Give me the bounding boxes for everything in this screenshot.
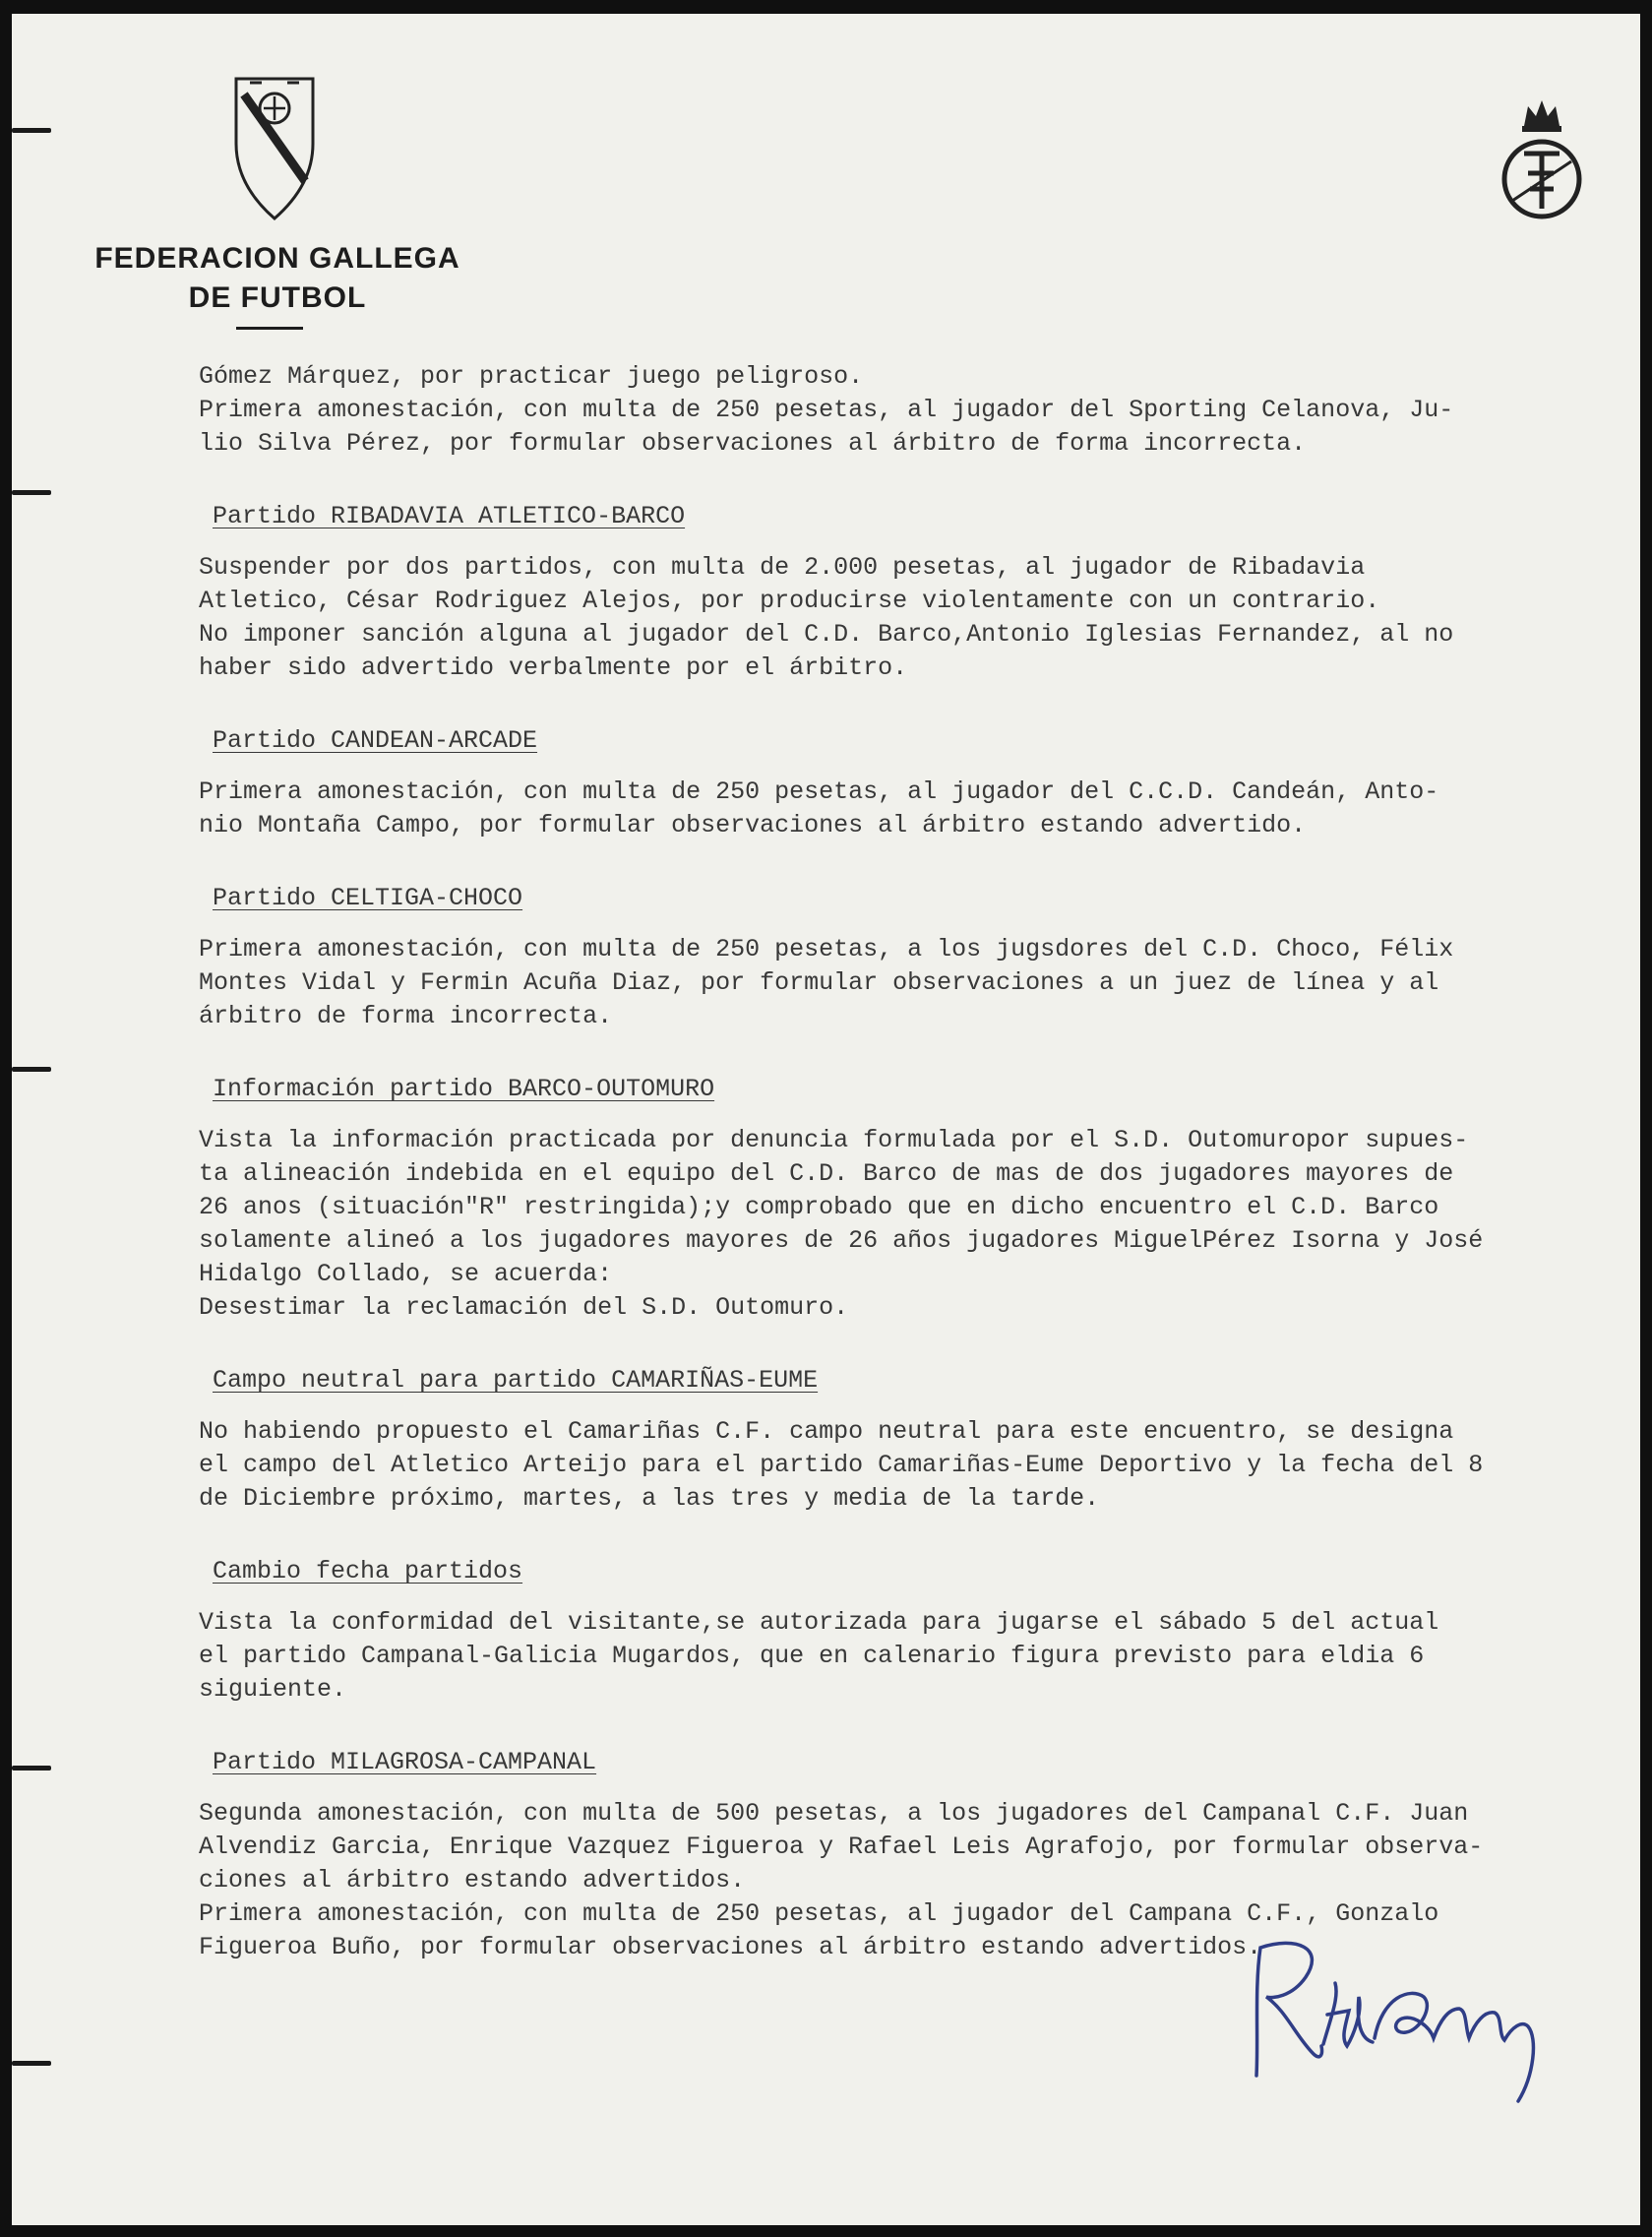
intro-paragraph: Primera amonestación, con multa de 250 pesetas, al jugador del Sporting Celanova, Ju- lio Silva Pérez, por formular observaciones al árbitro de forma incorrecta.: [199, 396, 1454, 458]
handwritten-signature: [1237, 1928, 1561, 2105]
section-paragraph: Vista la conformidad del visitante,se autorizada para jugarse el sábado 5 del actual el partido Campanal-Galicia Mugardos, que en calenario figura previsto para eldia 6 siguiente.: [199, 1608, 1439, 1704]
section-paragraph: No habiendo propuesto el Camariñas C.F. campo neutral para este encuentro, se designa el campo del Atletico Arteijo para el partido Camariñas-Eume Deportivo y la fecha del 8 de Diciembre próximo, martes, a las tres y media de la tarde.: [199, 1417, 1484, 1513]
section-celtiga-choco: [199, 882, 1630, 1033]
letterhead-rule: [236, 327, 303, 330]
section-heading: Cambio fecha partidos: [213, 1557, 523, 1585]
section-camarinas-eume: [199, 1364, 1630, 1516]
binder-hole-mark: [12, 490, 51, 495]
section-paragraph: No imponer sanción alguna al jugador del C.D. Barco,Antonio Iglesias Fernandez, al no haber sido advertido verbalmente por el árbitro.: [199, 620, 1454, 682]
binder-hole-mark: [12, 128, 51, 133]
royal-spanish-federation-crest-logo: [1495, 93, 1589, 220]
section-cambio-fecha: [199, 1555, 1630, 1707]
section-paragraph: Segunda amonestación, con multa de 500 pesetas, a los jugadores del Campanal C.F. Juan Alvendiz Garcia, Enrique Vazquez Figueroa y Rafael Leis Agrafojo, por formular observa- ciones al árbitro estando advertidos.: [199, 1799, 1484, 1895]
binder-hole-mark: [12, 2061, 51, 2066]
section-barco-outomuro: [199, 1073, 1630, 1325]
section-candean-arcade: [199, 724, 1630, 842]
section-paragraph: Primera amonestación, con multa de 250 pesetas, al jugador del C.C.D. Candeán, Anto- nio Montaña Campo, por formular observaciones al árbitro estando advertido.: [199, 777, 1439, 839]
section-heading: Partido CELTIGA-CHOCO: [213, 884, 523, 912]
federation-name: [71, 239, 484, 318]
section-heading: Partido RIBADAVIA ATLETICO-BARCO: [213, 502, 686, 530]
section-heading: Información partido BARCO-OUTOMURO: [213, 1075, 715, 1103]
document-body: [199, 360, 1630, 1964]
binder-hole-mark: [12, 1067, 51, 1072]
section-paragraph: Vista la información practicada por denuncia formulada por el S.D. Outomuropor supues- ta alineación indebida en el equipo del C.D. Barco de mas de dos jugadores mayores de 26 anos (situación"R" restringida);y comprobado que en dicho encuentro el C.D. Barco solamente alineó a los jugadores mayores de 26 años jugadores MiguelPérez Isorna y José Hidalgo Collado, se acuerda:: [199, 1126, 1484, 1288]
intro-line: Gómez Márquez, por practicar juego peligroso.: [199, 362, 864, 391]
federation-name-line1: FEDERACION GALLEGA: [94, 242, 460, 275]
section-paragraph: Suspender por dos partidos, con multa de 2.000 pesetas, al jugador de Ribadavia Atletico, César Rodriguez Alejos, por producirse violentamente con un contrario.: [199, 553, 1380, 615]
section-heading: Partido CANDEAN-ARCADE: [213, 726, 538, 755]
section-ribadavia-barco: [199, 500, 1630, 685]
federation-shield-logo: [230, 75, 319, 222]
section-heading: Partido MILAGROSA-CAMPANAL: [213, 1748, 597, 1776]
section-heading: Campo neutral para partido CAMARIÑAS-EUME: [213, 1366, 819, 1395]
section-paragraph: Desestimar la reclamación del S.D. Outomuro.: [199, 1293, 849, 1322]
section-paragraph: Primera amonestación, con multa de 250 pesetas, a los jugsdores del C.D. Choco, Félix Montes Vidal y Fermin Acuña Diaz, por formular observaciones a un juez de línea y al árbitro de forma incorrecta.: [199, 935, 1454, 1030]
section-paragraph: Primera amonestación, con multa de 250 pesetas, al jugador del Campana C.F., Gonzalo Figueroa Buño, por formular observaciones al árbitro estando advertidos.: [199, 1899, 1439, 1961]
federation-name-line2: DE FUTBOL: [188, 281, 367, 314]
document-page: [12, 14, 1640, 2225]
binder-hole-mark: [12, 1766, 51, 1771]
